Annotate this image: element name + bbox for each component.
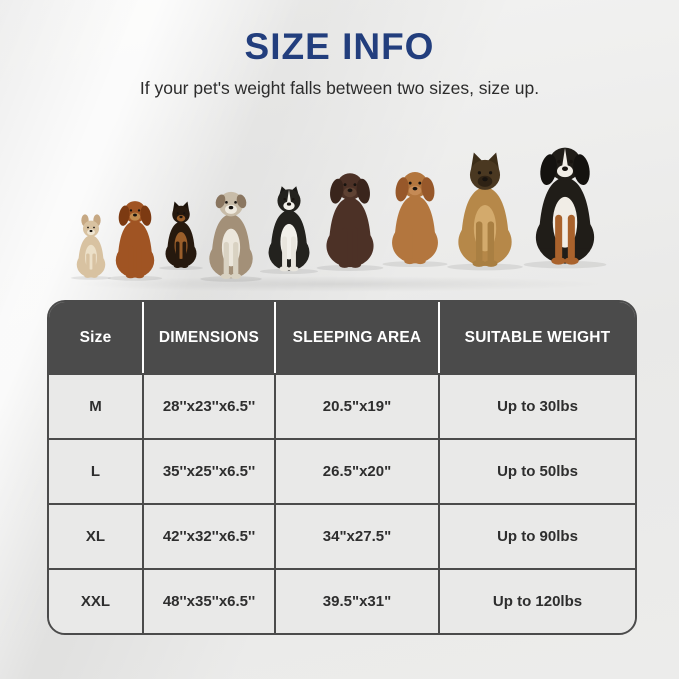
cell-m-suitable-weight: Up to 30lbs (440, 375, 635, 438)
page-subtitle: If your pet's weight falls between two sizes, size up. (139, 78, 540, 98)
cell-l-size: L (49, 440, 144, 503)
cell-xl-dimensions: 42''x32''x6.5'' (144, 505, 276, 568)
dog-bernese-mountain-dog (518, 122, 612, 285)
col-header-suitable-weight: SUITABLE WEIGHT (464, 328, 611, 346)
size-table (47, 300, 637, 635)
cell-xxl-size: XXL (49, 570, 144, 633)
dog-lineup (73, 122, 607, 285)
cell-xxl-dimensions: 48''x35''x6.5'' (144, 570, 276, 633)
cell-xl-sleeping-area: 34"x27.5" (276, 505, 440, 568)
col-header-sleeping-area: SLEEPING AREA (276, 302, 440, 373)
cell-xl-size: XL (49, 505, 144, 568)
cell-l-suitable-weight: Up to 50lbs (440, 440, 635, 503)
dog-german-shepherd (442, 137, 528, 285)
table-header-row (49, 302, 635, 373)
cell-xxl-sleeping-area: 39.5"x31" (276, 570, 440, 633)
table-row-xxl (49, 568, 635, 633)
cell-m-size: M (49, 375, 144, 438)
dog-chocolate-labrador (312, 152, 388, 285)
cell-xxl-suitable-weight: Up to 120lbs (440, 570, 635, 633)
cell-l-sleeping-area: 26.5"x20" (276, 440, 440, 503)
cell-m-sleeping-area: 20.5"x19" (276, 375, 440, 438)
table-row-xl (49, 503, 635, 568)
cell-m-dimensions: 28''x23''x6.5'' (144, 375, 276, 438)
col-header-dimensions: DIMENSIONS (144, 302, 276, 373)
cell-xl-suitable-weight: Up to 90lbs (440, 505, 635, 568)
cell-l-dimensions: 35''x25''x6.5'' (144, 440, 276, 503)
table-row-m (49, 373, 635, 438)
col-header-size: Size (49, 302, 144, 373)
table-row-l (49, 438, 635, 503)
page-title: SIZE INFO (244, 26, 435, 67)
dog-vizsla (378, 147, 452, 285)
